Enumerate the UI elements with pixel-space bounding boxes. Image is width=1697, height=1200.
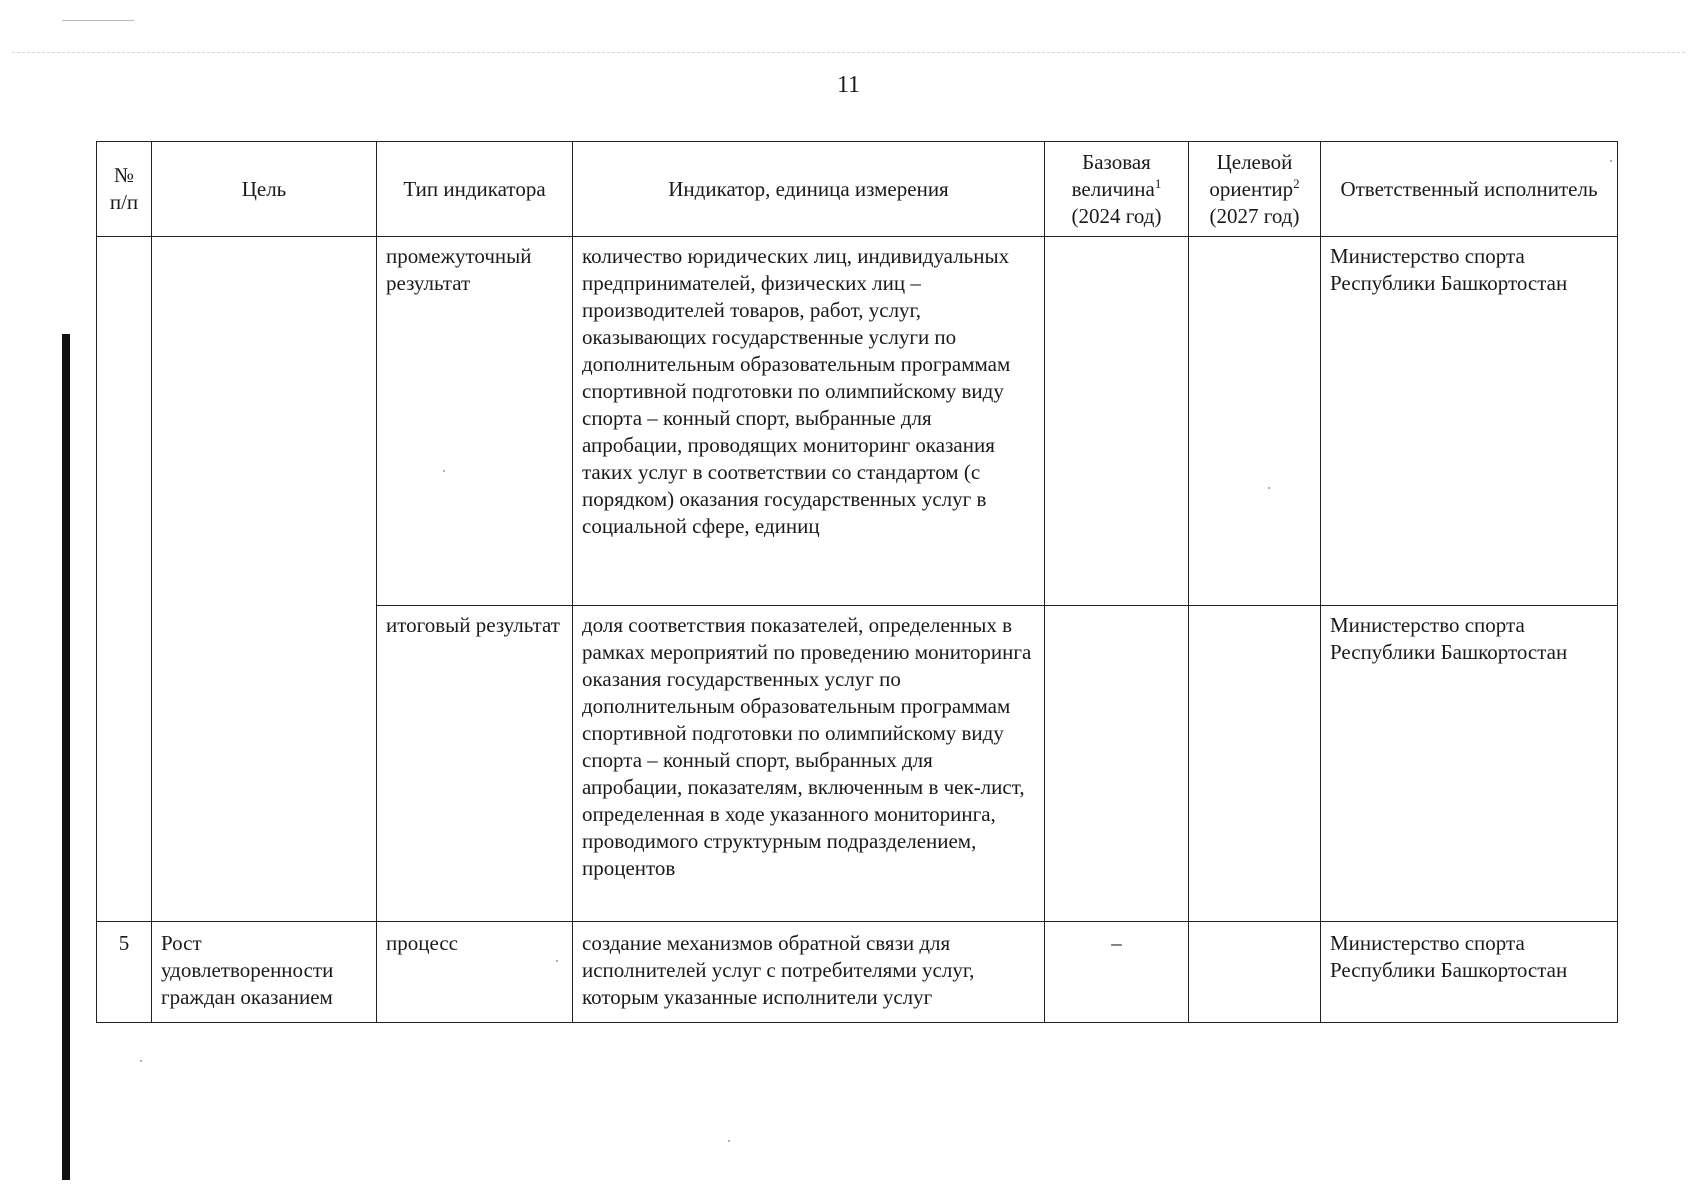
header-base-line3: (2024 год) xyxy=(1071,203,1162,228)
cell-indicator-type: промежуточный результат xyxy=(377,237,573,606)
page-number: 11 xyxy=(836,72,861,98)
cell-num xyxy=(97,237,152,922)
cell-indicator-type: итоговый результат xyxy=(377,606,573,922)
cell-indicator: создание механизмов обратной связи для исполнителей услуг с потребителями услуг, которым указанные исполнители услуг xyxy=(573,922,1045,1023)
cell-responsible: Министерство спорта Республики Башкортостан xyxy=(1321,237,1618,606)
cell-num: 5 xyxy=(97,922,152,1023)
cell-indicator: количество юридических лиц, индивидуальных предпринимателей, физических лиц – производителей товаров, работ, услуг, оказывающих государственные услуги по дополнительным образовательным программам спортивной подготовки по олимпийскому виду спорта – конный спорт, выбранные для апробации, проводящих мониторинг оказания таких услуг в соответствии со стандартом (с порядком) оказания государственных услуг в социальной сфере, единиц xyxy=(573,237,1045,606)
cell-target-value xyxy=(1189,237,1321,606)
header-indicator: Индикатор, единица измерения xyxy=(573,142,1045,237)
scan-edge-line xyxy=(12,52,1685,53)
scan-speck xyxy=(1268,487,1270,489)
header-target-value xyxy=(1189,142,1321,237)
header-num: № п/п xyxy=(97,142,152,237)
cell-base-value xyxy=(1045,237,1189,606)
header-indicator-type: Тип индикатора xyxy=(377,142,573,237)
header-target-line1: Целевой xyxy=(1216,149,1293,174)
indicators-table xyxy=(96,141,1618,1023)
cell-target-value xyxy=(1189,922,1321,1023)
scan-speck xyxy=(1610,160,1612,162)
table-row xyxy=(97,237,1618,606)
header-target-line3: (2027 год) xyxy=(1209,203,1300,228)
header-base-line2: величина xyxy=(1071,176,1155,201)
footnote-1-marker: 1 xyxy=(1154,175,1162,191)
cell-indicator-type: процесс xyxy=(377,922,573,1023)
scan-speck xyxy=(140,1060,142,1062)
cell-responsible: Министерство спорта Республики Башкортостан xyxy=(1321,606,1618,922)
table-row xyxy=(97,922,1618,1023)
header-base-line1: Базовая xyxy=(1082,149,1151,174)
header-base-value xyxy=(1045,142,1189,237)
table-header-row xyxy=(97,142,1618,237)
cell-responsible: Министерство спорта Республики Башкортостан xyxy=(1321,922,1618,1023)
scan-speck xyxy=(728,1140,730,1142)
header-responsible: Ответственный исполнитель xyxy=(1321,142,1618,237)
header-target-line2: ориентир xyxy=(1209,176,1294,201)
cell-base-value xyxy=(1045,606,1189,922)
cell-goal: Рост удовлетворенности граждан оказанием xyxy=(152,922,377,1023)
cell-indicator: доля соответствия показателей, определенных в рамках мероприятий по проведению мониторинга оказания государственных услуг по дополнительным образовательным программам спортивной подготовки по олимпийскому виду спорта – конный спорт, выбранных для апробации, показателям, включенным в чек-лист, определенная в ходе указанного мониторинга, проводимого структурным подразделением, процентов xyxy=(573,606,1045,922)
scan-corner-mark xyxy=(62,20,134,21)
scan-speck xyxy=(443,470,445,472)
footnote-2-marker: 2 xyxy=(1293,175,1300,191)
cell-target-value xyxy=(1189,606,1321,922)
header-goal: Цель xyxy=(152,142,377,237)
scan-speck xyxy=(556,960,558,962)
cell-goal xyxy=(152,237,377,922)
cell-base-value: – xyxy=(1045,922,1189,1023)
scan-binding-shadow xyxy=(62,334,70,1180)
